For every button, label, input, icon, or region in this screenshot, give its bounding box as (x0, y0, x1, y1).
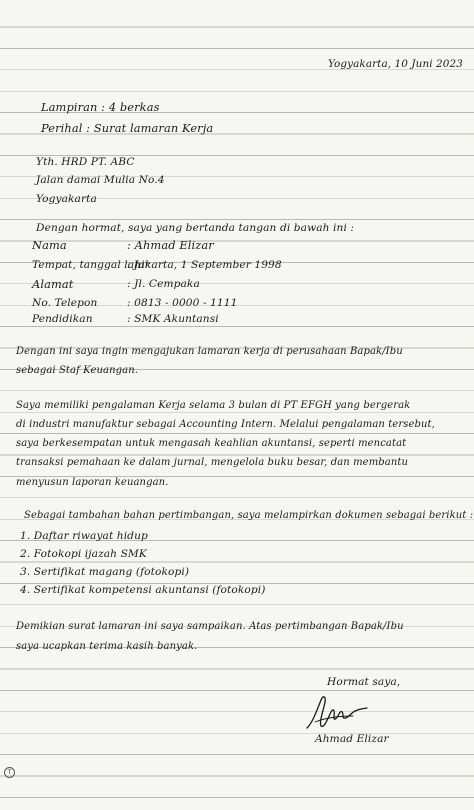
para2-line-4: transaksi pemahaan ke dalam jurnal, mengelola buku besar, dan membantu (16, 457, 409, 468)
identity-value-name: : Ahmad Elizar (127, 238, 214, 252)
recipient-line-2: Jalan damai Mulia No.4 (36, 174, 165, 186)
para2-line-5: menyusun laporan keuangan. (16, 477, 169, 488)
lampiran-line: Lampiran : 4 berkas (41, 100, 160, 114)
para1-line-1: Dengan ini saya ingin mengajukan lamaran kerja di perusahaan Bapak/Ibu (16, 346, 403, 357)
identity-label-education: Pendidikan (32, 313, 93, 325)
para1-line-2: sebagai Staf Keuangan. (16, 365, 139, 376)
identity-value-phone: : 0813 - 0000 - 1111 (127, 297, 238, 309)
signature-icon (305, 692, 369, 732)
identity-value-birth: : Jakarta, 1 September 1998 (127, 259, 282, 271)
identity-label-name: Nama (32, 238, 67, 252)
attachments-intro: Sebagai tambahan bahan pertimbangan, saya melampirkan dokumen sebagai berikut : (24, 510, 474, 521)
place-date: Yogyakarta, 10 Juni 2023 (328, 58, 463, 70)
identity-label-phone: No. Telepon (32, 297, 98, 309)
identity-value-address: : Jl. Cempaka (127, 278, 200, 290)
perihal-line: Perihal : Surat lamaran Kerja (41, 121, 214, 135)
para2-line-2: di industri manufaktur sebagai Accounting Intern. Melalui pengalaman tersebut, (16, 419, 435, 430)
closing-line-1: Demikian surat lamaran ini saya sampaikan. Atas pertimbangan Bapak/Ibu (16, 621, 404, 632)
salutation: Hormat saya, (327, 676, 401, 688)
recipient-line-3: Yogyakarta (36, 193, 97, 205)
attachment-item-2: 2. Fotokopi ijazah SMK (20, 548, 147, 560)
circled-mark-icon: T (4, 767, 15, 778)
signer-name: Ahmad Elizar (315, 733, 389, 745)
attachment-item-3: 3. Sertifikat magang (fotokopi) (20, 566, 190, 578)
identity-label-birth: Tempat, tanggal lahir (32, 259, 150, 271)
attachment-item-1: 1. Daftar riwayat hidup (20, 530, 148, 542)
para2-line-3: saya berkesempatan untuk mengasah keahlian akuntansi, seperti mencatat (16, 438, 407, 449)
closing-line-2: saya ucapkan terima kasih banyak. (16, 641, 198, 652)
opening-line: Dengan hormat, saya yang bertanda tangan di bawah ini : (36, 222, 355, 234)
para2-line-1: Saya memiliki pengalaman Kerja selama 3 bulan di PT EFGH yang bergerak (16, 400, 411, 411)
attachment-item-4: 4. Sertifikat kompetensi akuntansi (fotokopi) (20, 584, 266, 596)
identity-value-education: : SMK Akuntansi (127, 313, 219, 325)
recipient-line-1: Yth. HRD PT. ABC (36, 156, 135, 168)
identity-label-address: Alamat (32, 277, 74, 291)
